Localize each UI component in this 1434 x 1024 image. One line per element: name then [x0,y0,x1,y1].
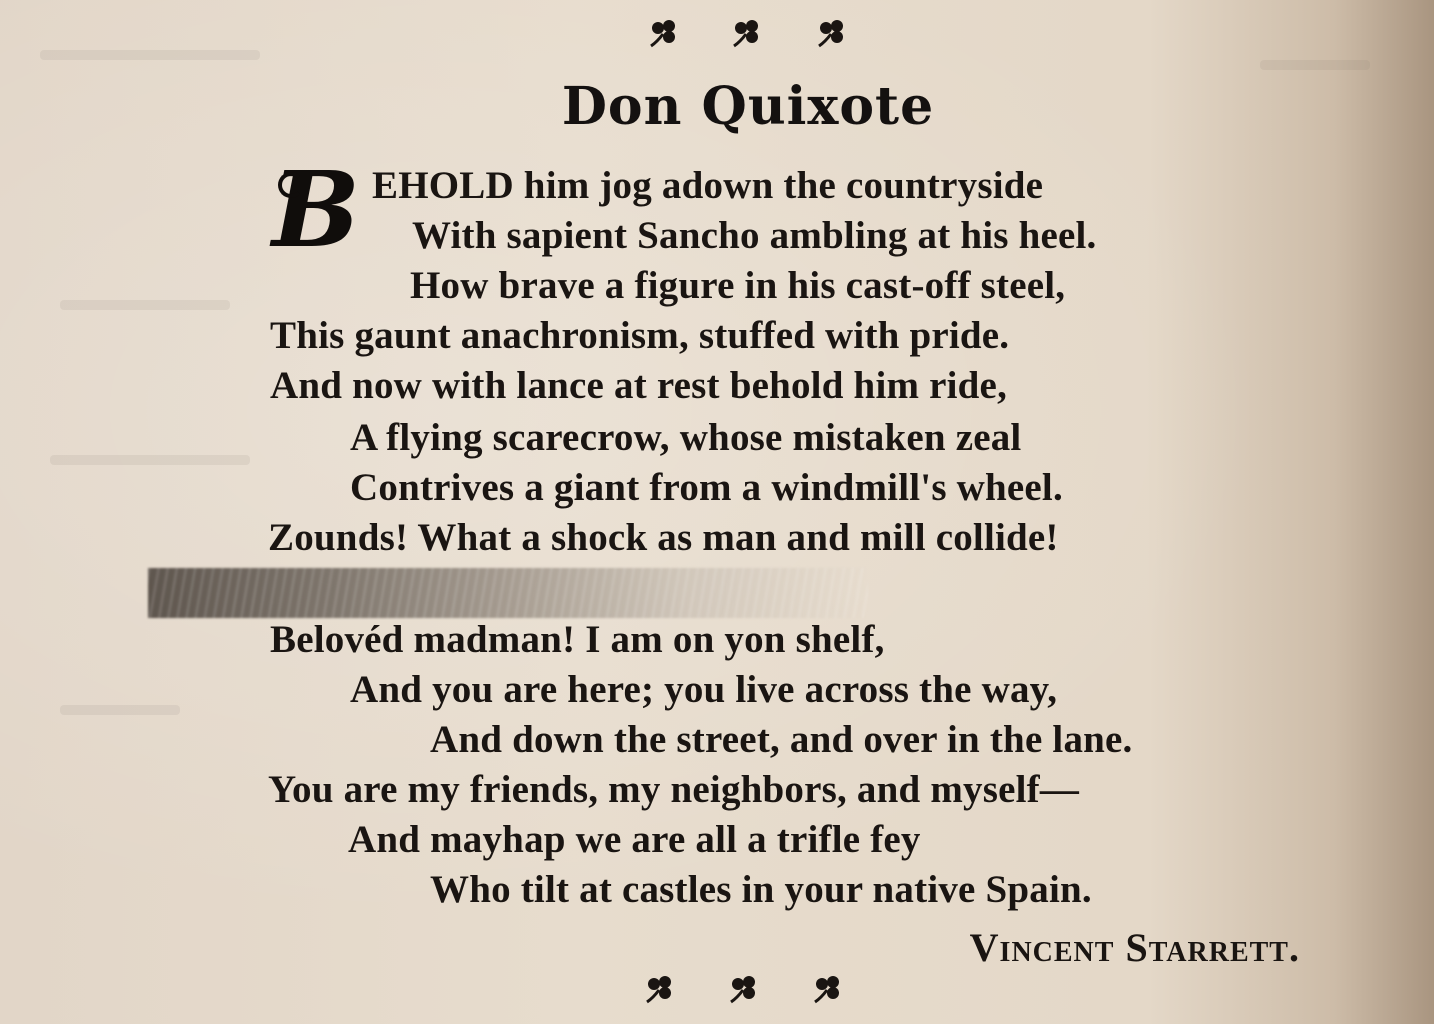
poem-line: With sapient Sancho ambling at his heel. [412,214,1097,257]
poem-line: EHOLD him jog adown the countryside [372,164,1044,207]
bottom-ornament-row [0,972,1434,1012]
author-attribution: Vincent Starrett. [969,925,1300,970]
poem-line: A flying scarecrow, whose mistaken zeal [350,416,1022,459]
poem-line: Who tilt at castles in your native Spain. [430,868,1092,911]
bleed-through [60,300,230,310]
ink-smear [148,568,868,618]
bleed-through [1260,60,1370,70]
poem-line: Belovéd madman! I am on yon shelf, [270,618,885,661]
poem-line: Contrives a giant from a windmill's wheel. [350,466,1063,509]
poem-line: And mayhap we are all a trifle fey [348,818,921,861]
poem-line: Zounds! What a shock as man and mill collide! [268,516,1059,559]
shamrock-icon [643,974,679,1006]
shamrock-icon [811,974,847,1006]
bleed-through [50,455,250,465]
poem-title: Don Quixote [561,76,935,137]
drop-cap [272,148,368,271]
poem-line: And down the street, and over in the lane. [430,718,1133,761]
shamrock-icon [815,18,851,50]
poem-line: How brave a figure in his cast-off steel, [410,264,1066,307]
shamrock-icon [727,974,763,1006]
poem-line: You are my friends, my neighbors, and myself— [268,768,1080,811]
top-ornament-row [0,14,1434,54]
shamrock-icon [647,18,683,50]
poem-line: And now with lance at rest behold him ride, [270,364,1008,407]
drop-cap-flourish [278,172,304,198]
shamrock-icon [730,18,766,50]
poem-line: And you are here; you live across the way, [350,668,1058,711]
bleed-through [60,705,180,715]
drop-cap-letter: B [272,148,360,271]
poem-line: This gaunt anachronism, stuffed with pride. [270,314,1010,357]
